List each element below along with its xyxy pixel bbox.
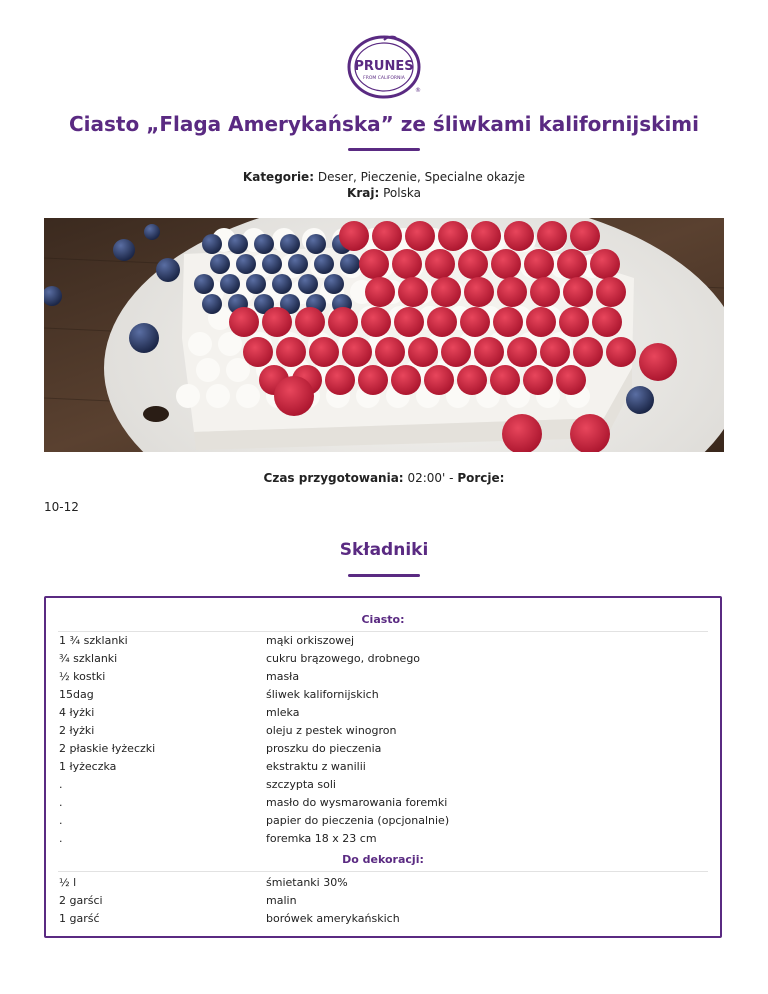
servings-label: Porcje: bbox=[457, 471, 505, 485]
prep-separator: - bbox=[449, 471, 454, 485]
cream-dollop bbox=[206, 384, 230, 408]
categories-line bbox=[0, 170, 768, 184]
raspberry bbox=[526, 307, 556, 337]
raspberry bbox=[375, 337, 405, 367]
raspberry bbox=[328, 307, 358, 337]
categories-label: Kategorie: bbox=[242, 170, 314, 184]
ingredient-name: szczypta soli bbox=[266, 778, 336, 791]
blueberry bbox=[144, 224, 160, 240]
group-title-dough: Ciasto: bbox=[361, 613, 405, 626]
raspberry bbox=[427, 307, 457, 337]
raspberry bbox=[530, 277, 560, 307]
ingredient-row bbox=[46, 670, 720, 688]
blueberry bbox=[202, 294, 222, 314]
prep-label: Czas przygotowania: bbox=[263, 471, 404, 485]
blueberry bbox=[254, 234, 274, 254]
raspberry bbox=[361, 307, 391, 337]
ingredient-name: masła bbox=[266, 670, 300, 683]
ingredient-name: śliwek kalifornijskich bbox=[266, 688, 379, 701]
ingredient-name: proszku do pieczenia bbox=[266, 742, 382, 755]
blueberry bbox=[272, 274, 292, 294]
blueberry bbox=[280, 234, 300, 254]
blueberry bbox=[236, 254, 256, 274]
raspberry bbox=[391, 365, 421, 395]
ingredient-name: masło do wysmarowania foremki bbox=[266, 796, 448, 809]
raspberry bbox=[471, 221, 501, 251]
raspberry bbox=[441, 337, 471, 367]
ingredient-row bbox=[46, 832, 720, 850]
prep-value: 02:00' bbox=[407, 471, 446, 485]
blueberry bbox=[324, 274, 344, 294]
ingredient-name: oleju z pestek winogron bbox=[266, 724, 397, 737]
raspberry bbox=[358, 365, 388, 395]
raspberry bbox=[359, 249, 389, 279]
raspberry bbox=[556, 365, 586, 395]
raspberry bbox=[458, 249, 488, 279]
recipe-title: Ciasto „Flaga Amerykańska” ze śliwkami kalifornijskimi bbox=[69, 112, 699, 136]
raspberry bbox=[325, 365, 355, 395]
title-underline bbox=[348, 148, 420, 151]
raspberry bbox=[398, 277, 428, 307]
raspberry bbox=[537, 221, 567, 251]
ingredient-name: ekstraktu z wanilii bbox=[266, 760, 366, 773]
cream-dollop bbox=[176, 384, 200, 408]
raspberry bbox=[431, 277, 461, 307]
raspberry bbox=[524, 249, 554, 279]
raspberry bbox=[497, 277, 527, 307]
ingredient-row bbox=[46, 778, 720, 796]
ingredient-name: mąki orkiszowej bbox=[266, 634, 355, 647]
ingredient-qty: . bbox=[59, 796, 63, 809]
raspberry bbox=[309, 337, 339, 367]
cream-dollop bbox=[226, 358, 250, 382]
ingredient-qty: 1 ¾ szklanki bbox=[59, 634, 128, 647]
cream-dollop bbox=[196, 358, 220, 382]
blueberry bbox=[220, 274, 240, 294]
svg-text:FROM CALIFORNIA: FROM CALIFORNIA bbox=[363, 76, 405, 81]
ingredient-qty: 4 łyżki bbox=[59, 706, 95, 719]
raspberry bbox=[394, 307, 424, 337]
ingredient-name: papier do pieczenia (opcjonalnie) bbox=[266, 814, 450, 827]
ingredient-row bbox=[46, 760, 720, 778]
raspberry bbox=[243, 337, 273, 367]
raspberry bbox=[425, 249, 455, 279]
ingredient-row bbox=[46, 876, 720, 894]
cream-dollop bbox=[236, 384, 260, 408]
raspberry bbox=[490, 365, 520, 395]
blueberry bbox=[246, 274, 266, 294]
group-divider bbox=[58, 631, 708, 632]
ingredient-qty: . bbox=[59, 832, 63, 845]
raspberry bbox=[523, 365, 553, 395]
country-line bbox=[0, 186, 768, 200]
ingredient-qty: 1 łyżeczka bbox=[59, 760, 117, 773]
raspberry bbox=[392, 249, 422, 279]
raspberry bbox=[229, 307, 259, 337]
ingredient-row bbox=[46, 688, 720, 706]
group-title-decoration: Do dekoracji: bbox=[342, 853, 424, 866]
ingredient-qty: 2 płaskie łyżeczki bbox=[59, 742, 156, 755]
blueberry bbox=[202, 234, 222, 254]
raspberry bbox=[365, 277, 395, 307]
raspberry bbox=[570, 221, 600, 251]
ingredients-box bbox=[44, 596, 722, 938]
raspberry bbox=[342, 337, 372, 367]
ingredient-qty: ½ kostki bbox=[59, 670, 106, 683]
ingredient-row bbox=[46, 742, 720, 760]
ingredient-row bbox=[46, 706, 720, 724]
blueberry bbox=[210, 254, 230, 274]
prep-line bbox=[0, 471, 768, 485]
raspberry bbox=[557, 249, 587, 279]
ingredient-qty: ¾ szklanki bbox=[59, 652, 118, 665]
raspberry bbox=[262, 307, 292, 337]
blueberry bbox=[194, 274, 214, 294]
raspberry bbox=[276, 337, 306, 367]
ingredient-name: borówek amerykańskich bbox=[266, 912, 400, 925]
country-value: Polska bbox=[383, 186, 421, 200]
blueberry bbox=[288, 254, 308, 274]
servings-value: 10-12 bbox=[44, 500, 79, 514]
ingredient-row bbox=[46, 634, 720, 652]
ingredient-row bbox=[46, 796, 720, 814]
ingredient-name: foremka 18 x 23 cm bbox=[266, 832, 377, 845]
raspberry bbox=[507, 337, 537, 367]
categories-value: Deser, Pieczenie, Specialne okazje bbox=[317, 170, 526, 184]
raspberry bbox=[457, 365, 487, 395]
prunes-logo bbox=[344, 34, 424, 100]
ingredient-qty: 15dag bbox=[59, 688, 94, 701]
ingredient-row bbox=[46, 652, 720, 670]
ingredient-row bbox=[46, 912, 720, 930]
ingredient-name: cukru brązowego, drobnego bbox=[266, 652, 421, 665]
raspberry bbox=[405, 221, 435, 251]
raspberry bbox=[504, 221, 534, 251]
ingredients-heading: Składniki bbox=[339, 540, 429, 560]
raspberry bbox=[493, 307, 523, 337]
ingredient-qty: 1 garść bbox=[59, 912, 100, 925]
raspberry bbox=[372, 221, 402, 251]
cream-dollop bbox=[188, 332, 212, 356]
blueberry bbox=[340, 254, 360, 274]
ingredient-name: mleka bbox=[266, 706, 300, 719]
ingredient-name: malin bbox=[266, 894, 297, 907]
blueberry bbox=[262, 254, 282, 274]
raspberry bbox=[438, 221, 468, 251]
raspberry bbox=[540, 337, 570, 367]
raspberry bbox=[573, 337, 603, 367]
ingredient-row bbox=[46, 814, 720, 832]
ingredient-row bbox=[46, 894, 720, 912]
cake-photo bbox=[44, 218, 724, 452]
ingredient-name: śmietanki 30% bbox=[266, 876, 348, 889]
raspberry bbox=[460, 307, 490, 337]
ingredient-qty: . bbox=[59, 778, 63, 791]
blueberry bbox=[129, 323, 159, 353]
raspberry bbox=[559, 307, 589, 337]
raspberry bbox=[590, 249, 620, 279]
raspberry bbox=[464, 277, 494, 307]
ingredient-qty: ½ l bbox=[59, 876, 77, 889]
ingredient-row bbox=[46, 724, 720, 742]
blueberry bbox=[156, 258, 180, 282]
raspberry bbox=[606, 337, 636, 367]
raspberry bbox=[274, 376, 314, 416]
blueberry bbox=[113, 239, 135, 261]
svg-text:®: ® bbox=[415, 87, 421, 94]
raspberry bbox=[596, 277, 626, 307]
blueberry bbox=[626, 386, 654, 414]
svg-text:PRUNES: PRUNES bbox=[354, 59, 414, 74]
ingredient-qty: 2 garści bbox=[59, 894, 103, 907]
raspberry bbox=[474, 337, 504, 367]
group-divider bbox=[58, 871, 708, 872]
ingredients-underline bbox=[348, 574, 420, 577]
raspberry bbox=[339, 221, 369, 251]
ingredient-qty: . bbox=[59, 814, 63, 827]
raspberry bbox=[408, 337, 438, 367]
raspberry bbox=[592, 307, 622, 337]
ingredient-qty: 2 łyżki bbox=[59, 724, 95, 737]
blueberry bbox=[228, 234, 248, 254]
raspberry bbox=[563, 277, 593, 307]
raspberry bbox=[639, 343, 677, 381]
country-label: Kraj: bbox=[347, 186, 380, 200]
raspberry bbox=[424, 365, 454, 395]
blueberry bbox=[306, 234, 326, 254]
raspberry bbox=[295, 307, 325, 337]
raspberry bbox=[491, 249, 521, 279]
blueberry bbox=[314, 254, 334, 274]
blueberry bbox=[298, 274, 318, 294]
